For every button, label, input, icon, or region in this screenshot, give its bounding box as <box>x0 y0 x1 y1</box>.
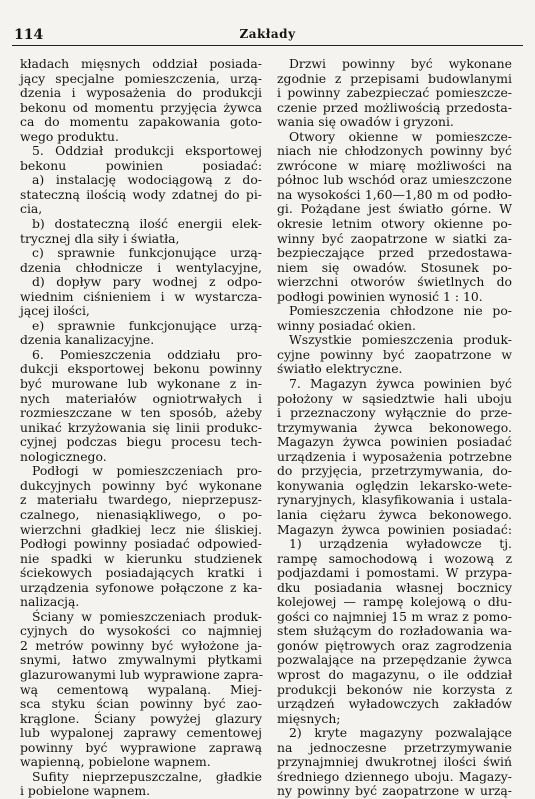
text-line: cyjnej podczas biegu procesu tech- <box>20 434 262 450</box>
text-line: wego produktu. <box>20 128 119 144</box>
text-line: lub wypalonej zaprawy cementowej <box>20 725 262 741</box>
text-line: lania ciężaru żywca bekonowego. <box>277 506 512 522</box>
text-line: do przyjęcia, przetrzymywania, do- <box>277 463 512 479</box>
text-line: Drzwi powinny być wykonane <box>289 56 512 71</box>
text-line: snymi, łatwo zmywalnymi płytkami <box>20 652 262 668</box>
text-line: położony w sąsiedztwie hali uboju <box>277 390 512 406</box>
text-line: stem służącym do rozładowania wa- <box>277 623 512 639</box>
text-line: unikać krzyżowania się linii produkc- <box>20 419 262 435</box>
text-line: wapienną, pobielone wapnem. <box>20 754 211 770</box>
text-line: zgodnie z przepisami budowlanymi <box>277 70 512 86</box>
right-column <box>277 57 512 799</box>
text-line: przynajmniej dwukrotnej ilości świń <box>277 754 512 770</box>
text-line: bekonu powinien posiadać: <box>20 157 262 173</box>
text-line: kolejowej — rampę kolejową o dłu- <box>277 594 512 610</box>
text-line: mięsnych; <box>277 710 341 726</box>
text-line: rozmieszczane w ten sposób, ażeby <box>20 405 262 421</box>
text-line: wiednim ciśnieniem i w wystarcza- <box>20 288 262 304</box>
text-line: dzenia i wyposażenia do produkcji <box>20 85 262 101</box>
text-line: wania się owadów i gryzoni. <box>277 114 454 130</box>
text-line: dzenia kanalizacyjne. <box>20 332 155 348</box>
text-line: gonów piętrowych oraz zagrodzenia <box>277 637 512 653</box>
text-line: rynaryjnych, klasyfikowania i ustala- <box>277 492 512 508</box>
page-number: 114 <box>14 27 44 43</box>
text-line: urządzenia syfonowe połączone z ka- <box>20 579 262 595</box>
text-line: kładach mięsnych oddział posiada- <box>20 56 262 71</box>
text-line: na jednoczesne przetrzymywanie <box>277 739 512 755</box>
text-line: być murowane lub wykonane z in- <box>20 376 262 392</box>
text-line: średniego dziennego uboju. Magazy- <box>277 768 512 784</box>
text-line: dku posiadania własnej bocznicy <box>277 579 512 595</box>
text-line: i powinny zabezpieczać pomieszcze- <box>277 85 512 101</box>
text-line: Ściany w pomieszczeniach produk- <box>32 608 262 624</box>
text-line: podłogi powinien wynosić 1 : 10. <box>277 288 483 304</box>
text-line: zwrócone w miarę możliwości na <box>277 157 512 173</box>
text-line: Podłogi powinny posiadać odpowied- <box>20 536 262 552</box>
text-line: a) instalację wodociągową z do- <box>32 172 262 188</box>
text-line: ca do momentu zapakowania goto- <box>20 114 262 130</box>
text-line: Wszystkie pomieszczenia produk- <box>289 332 512 348</box>
text-line: glazurowanymi lub wyprawione zapra- <box>20 666 264 682</box>
text-line: północ lub wschód oraz umieszczone <box>277 172 512 188</box>
text-line: dukcyjnych powinny być wykonane <box>20 477 262 493</box>
text-line: cyjne powinny być zaopatrzone w <box>277 346 512 362</box>
running-title: Zakłady <box>239 27 296 41</box>
text-line: wierzchni otworów świetlnych do <box>277 274 512 290</box>
text-line: 5. Oddział produkcji eksportowej <box>32 143 262 159</box>
text-line: jącej ilości, <box>20 303 90 319</box>
text-line: ny powinny być zaopatrzone w urzą- <box>277 783 512 799</box>
text-line: 2) kryte magazyny pozwalające <box>289 725 512 741</box>
text-line: winny być zaopatrzone w siatki za- <box>277 230 512 246</box>
text-line: Magazyn żywca powinien posiadać <box>277 434 512 450</box>
text-line: e) sprawnie funkcjonujące urzą- <box>32 317 262 333</box>
text-line: bekonu od momentu przyjęcia żywca <box>20 99 262 115</box>
text-line: dukcji eksportowej bekonu powinny <box>20 361 262 377</box>
text-line: dzenia chłodnicze i wentylacyjne, <box>20 259 262 275</box>
text-line: niach nie chłodzonych powinny być <box>277 143 512 159</box>
text-line: krąglone. Ściany powyżej glazury <box>20 710 262 726</box>
text-line: trzymywania żywca bekonowego. <box>277 419 512 435</box>
text-line: trycznej dla siły i światła, <box>20 230 180 246</box>
text-line: nologicznego. <box>20 448 107 464</box>
text-line: ściekowych posiadających kratki i <box>20 565 262 581</box>
text-line: z materiału twardego, nieprzepusz- <box>20 492 262 508</box>
text-line: wą cementową wypalaną. Miej- <box>20 681 262 697</box>
text-line: cia, <box>20 201 43 217</box>
text-line: 7. Magazyn żywca powinien być <box>289 376 512 392</box>
text-line: gości co najmniej 15 m wraz z pomo- <box>277 608 512 624</box>
text-line: nie spadki w kierunku studzienek <box>20 550 262 566</box>
text-line: światło elektryczne. <box>277 361 403 377</box>
text-line: urządzenia i wyposażenia potrzebne <box>277 448 512 464</box>
text-line: Podłogi w pomieszczeniach pro- <box>32 463 262 479</box>
text-line: gi. Pożądane jest światło górne. W <box>277 201 512 217</box>
text-line: okresie letnim otwory okienne po- <box>277 216 512 232</box>
text-line: powinny być wyprawione zaprawą <box>20 739 262 755</box>
text-line: 1) urządzenia wyładowcze tj. <box>289 536 512 552</box>
text-line: sca styku ścian powinny być zao- <box>20 696 262 712</box>
text-line: czenie przed możliwością przedosta- <box>277 99 512 115</box>
text-line: bezpieczające przed przedostawa- <box>277 245 512 261</box>
text-line: czalnego, nienasiąkliwego, o po- <box>20 506 262 522</box>
left-column <box>20 57 262 799</box>
text-line: podjazdami i pomostami. W przypa- <box>277 565 512 581</box>
text-line: wierzchni gładkiej lecz nie śliskiej. <box>20 521 262 537</box>
text-line: i pobielone wapnem. <box>20 783 151 799</box>
text-line: stateczną ilością wody zdatnej do pi- <box>20 186 262 202</box>
text-line: i przeznaczony wyłącznie do prze- <box>277 405 512 421</box>
text-line: d) dopływ pary wodnej z odpo- <box>32 274 262 290</box>
text-line: urządzeń wyładowczych zakładów <box>277 696 512 712</box>
text-line: winny posiadać okien. <box>277 317 416 333</box>
text-line: produkcji bekonów nie korzysta z <box>277 681 512 697</box>
page-header <box>12 27 523 46</box>
text-line: nalizacją. <box>20 594 80 610</box>
text-line: niem się owadów. Stosunek po- <box>277 259 512 275</box>
text-line: c) sprawnie funkcjonujące urzą- <box>32 245 262 261</box>
text-line: cyjnych do wysokości co najmniej <box>20 623 262 639</box>
text-line: wprost do magazynu, o ile oddział <box>277 666 512 682</box>
text-line: nych materiałów ogniotrwałych i <box>20 390 262 406</box>
text-line: Magazyn żywca powinien posiadać: <box>277 521 512 537</box>
text-line: na wysokości 1,60—1,80 m od podło- <box>277 186 512 202</box>
text-line: Pomieszczenia chłodzone nie po- <box>289 303 512 319</box>
text-line: rampę samochodową i wozową z <box>277 550 512 566</box>
text-line: jący specjalne pomieszczenia, urzą- <box>20 70 262 86</box>
text-line: 6. Pomieszczenia oddziału pro- <box>32 346 262 362</box>
text-line: Sufity nieprzepuszczalne, gładkie <box>32 768 262 784</box>
text-line: Otwory okienne w pomieszcze- <box>289 128 512 144</box>
text-line: 2 metrów powinny być wyłożone ja- <box>20 637 262 653</box>
text-line: konywania oględzin lekarsko-wete- <box>277 477 512 493</box>
text-line: b) dostateczną ilość energii elek- <box>32 216 262 232</box>
text-line: pozwalające na przepędzanie żywca <box>277 652 512 668</box>
